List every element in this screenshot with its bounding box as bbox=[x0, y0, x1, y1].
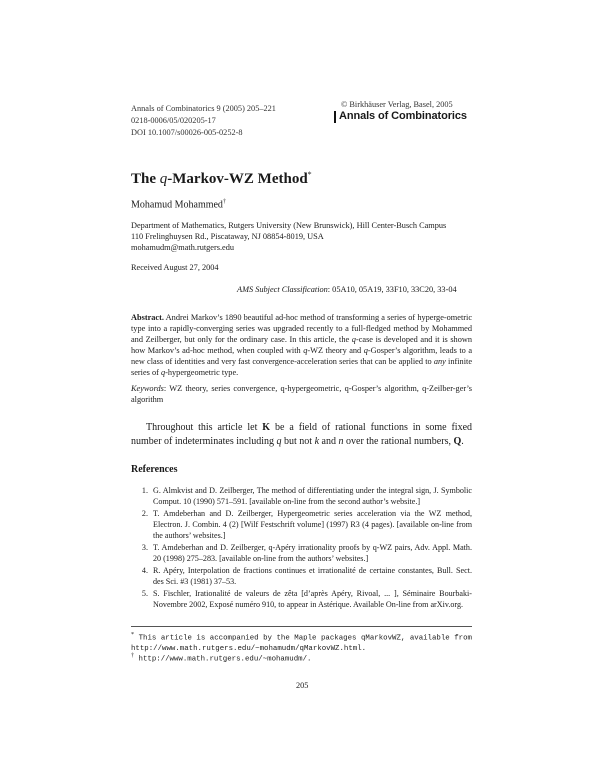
reference-item: 5. S. Fischler, Irationalité de valeurs de zêta [d’après Apéry, Rivoal, ... ], Séminaire Bourbaki-Novembre 2002, Exposé numéro 910, to appear in Astérique. Available On-line from arXiv.org. bbox=[141, 589, 472, 609]
email: mohamudm@math.rutgers.edu bbox=[131, 243, 235, 252]
author-name: Mohamud Mohammed† bbox=[131, 199, 226, 211]
page-number: 205 bbox=[296, 681, 309, 690]
brand-bar bbox=[334, 111, 336, 123]
address: 110 Frelinghuysen Rd., Piscataway, NJ 08854-8019, USA bbox=[131, 232, 324, 241]
reference-item: 3. T. Amdeberhan and D. Zeilberger, q-Apéry irrationality proofs by q-WZ pairs, Adv. Appl. Math. 20 (1998) 275–283. [available on-line from the authors’ websites.] bbox=[141, 543, 472, 563]
footnote-rule bbox=[131, 626, 472, 627]
received-date: Received August 27, 2004 bbox=[131, 263, 219, 272]
keywords: Keywords: WZ theory, series convergence, q-hypergeometric, q-Gosper’s algorithm, q-Zeilber-ger’s algorithm bbox=[131, 384, 472, 404]
intro-paragraph: Throughout this article let K be a field of rational functions in some fixed number of indeterminates including q but not k and n over the rational numbers, Q. bbox=[131, 422, 473, 447]
paper-title: The q-Markov-WZ Method* bbox=[131, 170, 312, 187]
reference-item: 1. G. Almkvist and D. Zeilberger, The method of differentiating under the integral sign, J. Symbolic Comput. 10 (1990) 571–591. [available on-line from the second author’s website.] bbox=[141, 486, 472, 506]
ams-classification: AMS Subject Classification: 05A10, 05A19, 33F10, 33C20, 33-04 bbox=[237, 285, 457, 294]
copyright-notice: © Birkhäuser Verlag, Basel, 2005 bbox=[341, 100, 453, 109]
abstract: Abstract. Andrei Markov’s 1890 beautiful ad-hoc method of transforming a series of hyperge-ometric type into a rapidly-converging series was upgraded recently to a full-fledged method by Mohammed and Zeilberger, but only for the ordinary case. In this article, the q-case is developed and it is shown how Markov’s ad-hoc method, when coupled with q-WZ theory and q-Gosper’s algorithm, leads to a new class of identities and very fast convergence-acceleration series that can be applied to any infinite series of q-hypergeometric type. bbox=[131, 313, 473, 377]
footnote-1: * This article is accompanied by the Maple packages qMarkovWZ, available from http://www.math.rutgers.edu/~mohamudm/qMarkovWZ.html. bbox=[131, 632, 472, 654]
reference-item: 2. T. Amdeberhan and D. Zeilberger, Hypergeometric series acceleration via the WZ method, Electron. J. Combin. 4 (2) [Wilf Festschrift volume] (1997) R3 (4 pages). [available on-line from the authors’ websites.] bbox=[141, 509, 472, 540]
footnote-2: † http://www.math.rutgers.edu/~mohamudm/. bbox=[131, 653, 312, 664]
journal-brand: Annals of Combinatorics bbox=[339, 110, 467, 122]
journal-citation: Annals of Combinatorics 9 (2005) 205–221 bbox=[131, 104, 276, 113]
references-heading: References bbox=[131, 464, 178, 475]
doi: DOI 10.1007/s00026-005-0252-8 bbox=[131, 128, 243, 137]
affiliation: Department of Mathematics, Rutgers University (New Brunswick), Hill Center-Busch Campus bbox=[131, 221, 447, 230]
issn: 0218-0006/05/020205-17 bbox=[131, 116, 216, 125]
reference-item: 4. R. Apéry, Interpolation de fractions continues et irrationalité de certaine constantes, Bull. Sect. des Sci. #3 (1981) 37–53. bbox=[141, 566, 472, 586]
